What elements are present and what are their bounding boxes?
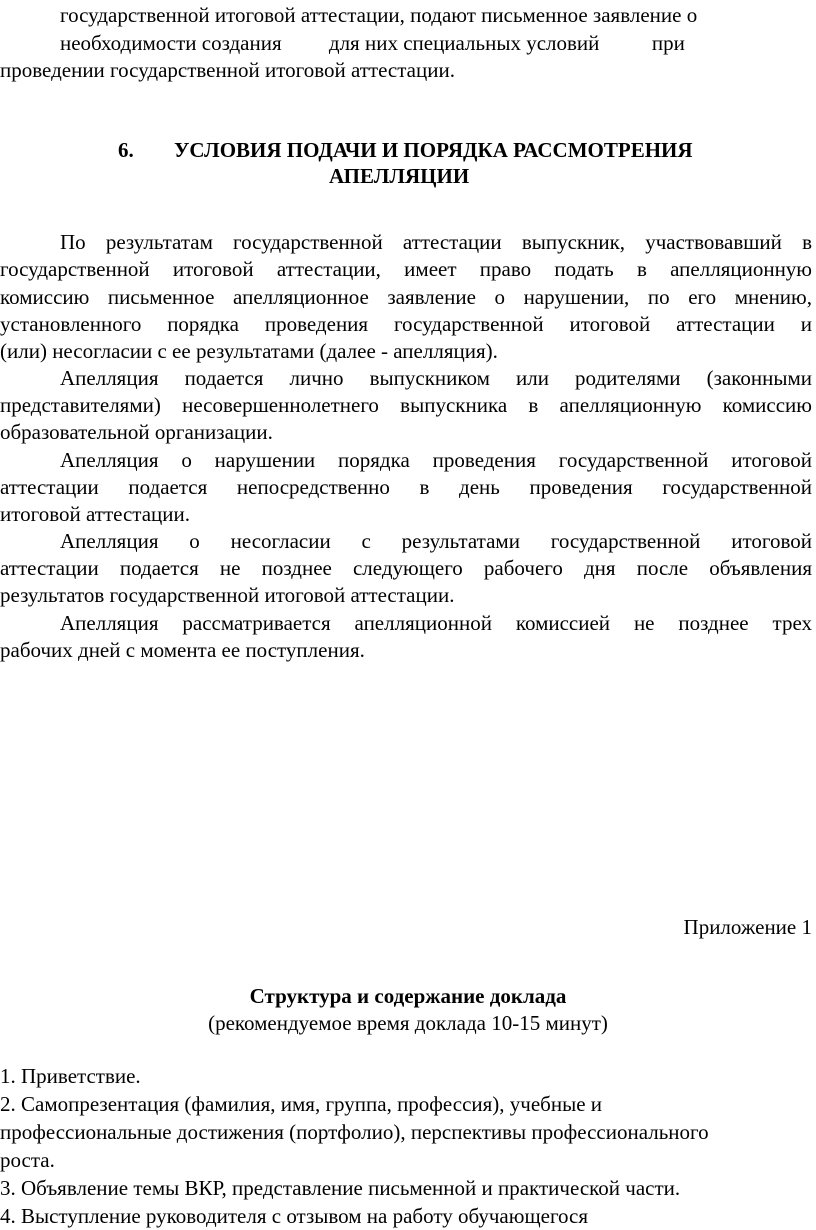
appendix-item-2-line-2: профессиональные достижения (портфолио), перспективы профессионального (0, 1120, 709, 1144)
section-title-line-1: УСЛОВИЯ ПОДАЧИ И ПОРЯДКА РАССМОТРЕНИЯ (174, 138, 693, 162)
paragraph-3-line-2: аттестации подается непосредственно в день проведения государственной (0, 475, 812, 499)
paragraph-5-line-1: Апелляция рассматривается апелляционной комиссией не позднее трех (60, 611, 812, 635)
appendix-item-4: 4. Выступление руководителя с отзывом на работу обучающегося (0, 1204, 589, 1228)
paragraph-2-line-2: представителями) несовершеннолетнего выпускника в апелляционную комиссию (0, 393, 812, 417)
paragraph-4-line-3: результатов государственной итоговой аттестации. (0, 583, 455, 607)
intro-line-2: необходимости создания для них специальных условий при (60, 31, 685, 55)
paragraph-5-line-2: рабочих дней с момента ее поступления. (0, 638, 365, 662)
paragraph-4-line-1: Апелляция о несогласии с результатами государственной итоговой (60, 529, 812, 553)
paragraph-3-line-1: Апелляция о нарушении порядка проведения государственной итоговой (60, 448, 812, 472)
paragraph-4-line-2: аттестации подается не позднее следующего рабочего дня после объявления (0, 556, 812, 580)
section-number: 6. (118, 138, 134, 162)
section-title-line-2: АПЕЛЛЯЦИИ (329, 164, 470, 188)
paragraph-2-line-3: образовательной организации. (0, 420, 273, 444)
appendix-item-1: 1. Приветствие. (0, 1064, 141, 1088)
appendix-item-3: 3. Объявление темы ВКР, представление письменной и практической части. (0, 1176, 681, 1200)
appendix-label: Приложение 1 (683, 915, 812, 939)
paragraph-2-line-1: Апелляция подается лично выпускником или родителями (законными (60, 366, 812, 390)
paragraph-3-line-3: итоговой аттестации. (0, 502, 191, 526)
paragraph-1-line-1: По результатам государственной аттестации выпускник, участвовавший в (60, 230, 812, 254)
paragraph-1-line-2: государственной итоговой аттестации, имеет право подать в апелляционную (0, 257, 812, 281)
intro-line-1: государственной итоговой аттестации, подают письменное заявление о (60, 3, 698, 27)
paragraph-1-line-3: комиссию письменное апелляционное заявление о нарушении, по его мнению, (0, 285, 812, 309)
appendix-title: Структура и содержание доклада (249, 984, 567, 1008)
paragraph-1-line-4: установленного порядка проведения государственной итоговой аттестации и (0, 312, 812, 336)
paragraph-1-line-5: (или) несогласии с ее результатами (далее - апелляция). (0, 339, 498, 363)
appendix-item-2-line-1: 2. Самопрезентация (фамилия, имя, группа, профессия), учебные и (0, 1092, 603, 1116)
intro-line-3: проведении государственной итоговой аттестации. (0, 58, 455, 82)
appendix-subtitle: (рекомендуемое время доклада 10-15 минут) (208, 1011, 608, 1035)
appendix-item-2-line-3: роста. (0, 1148, 55, 1172)
